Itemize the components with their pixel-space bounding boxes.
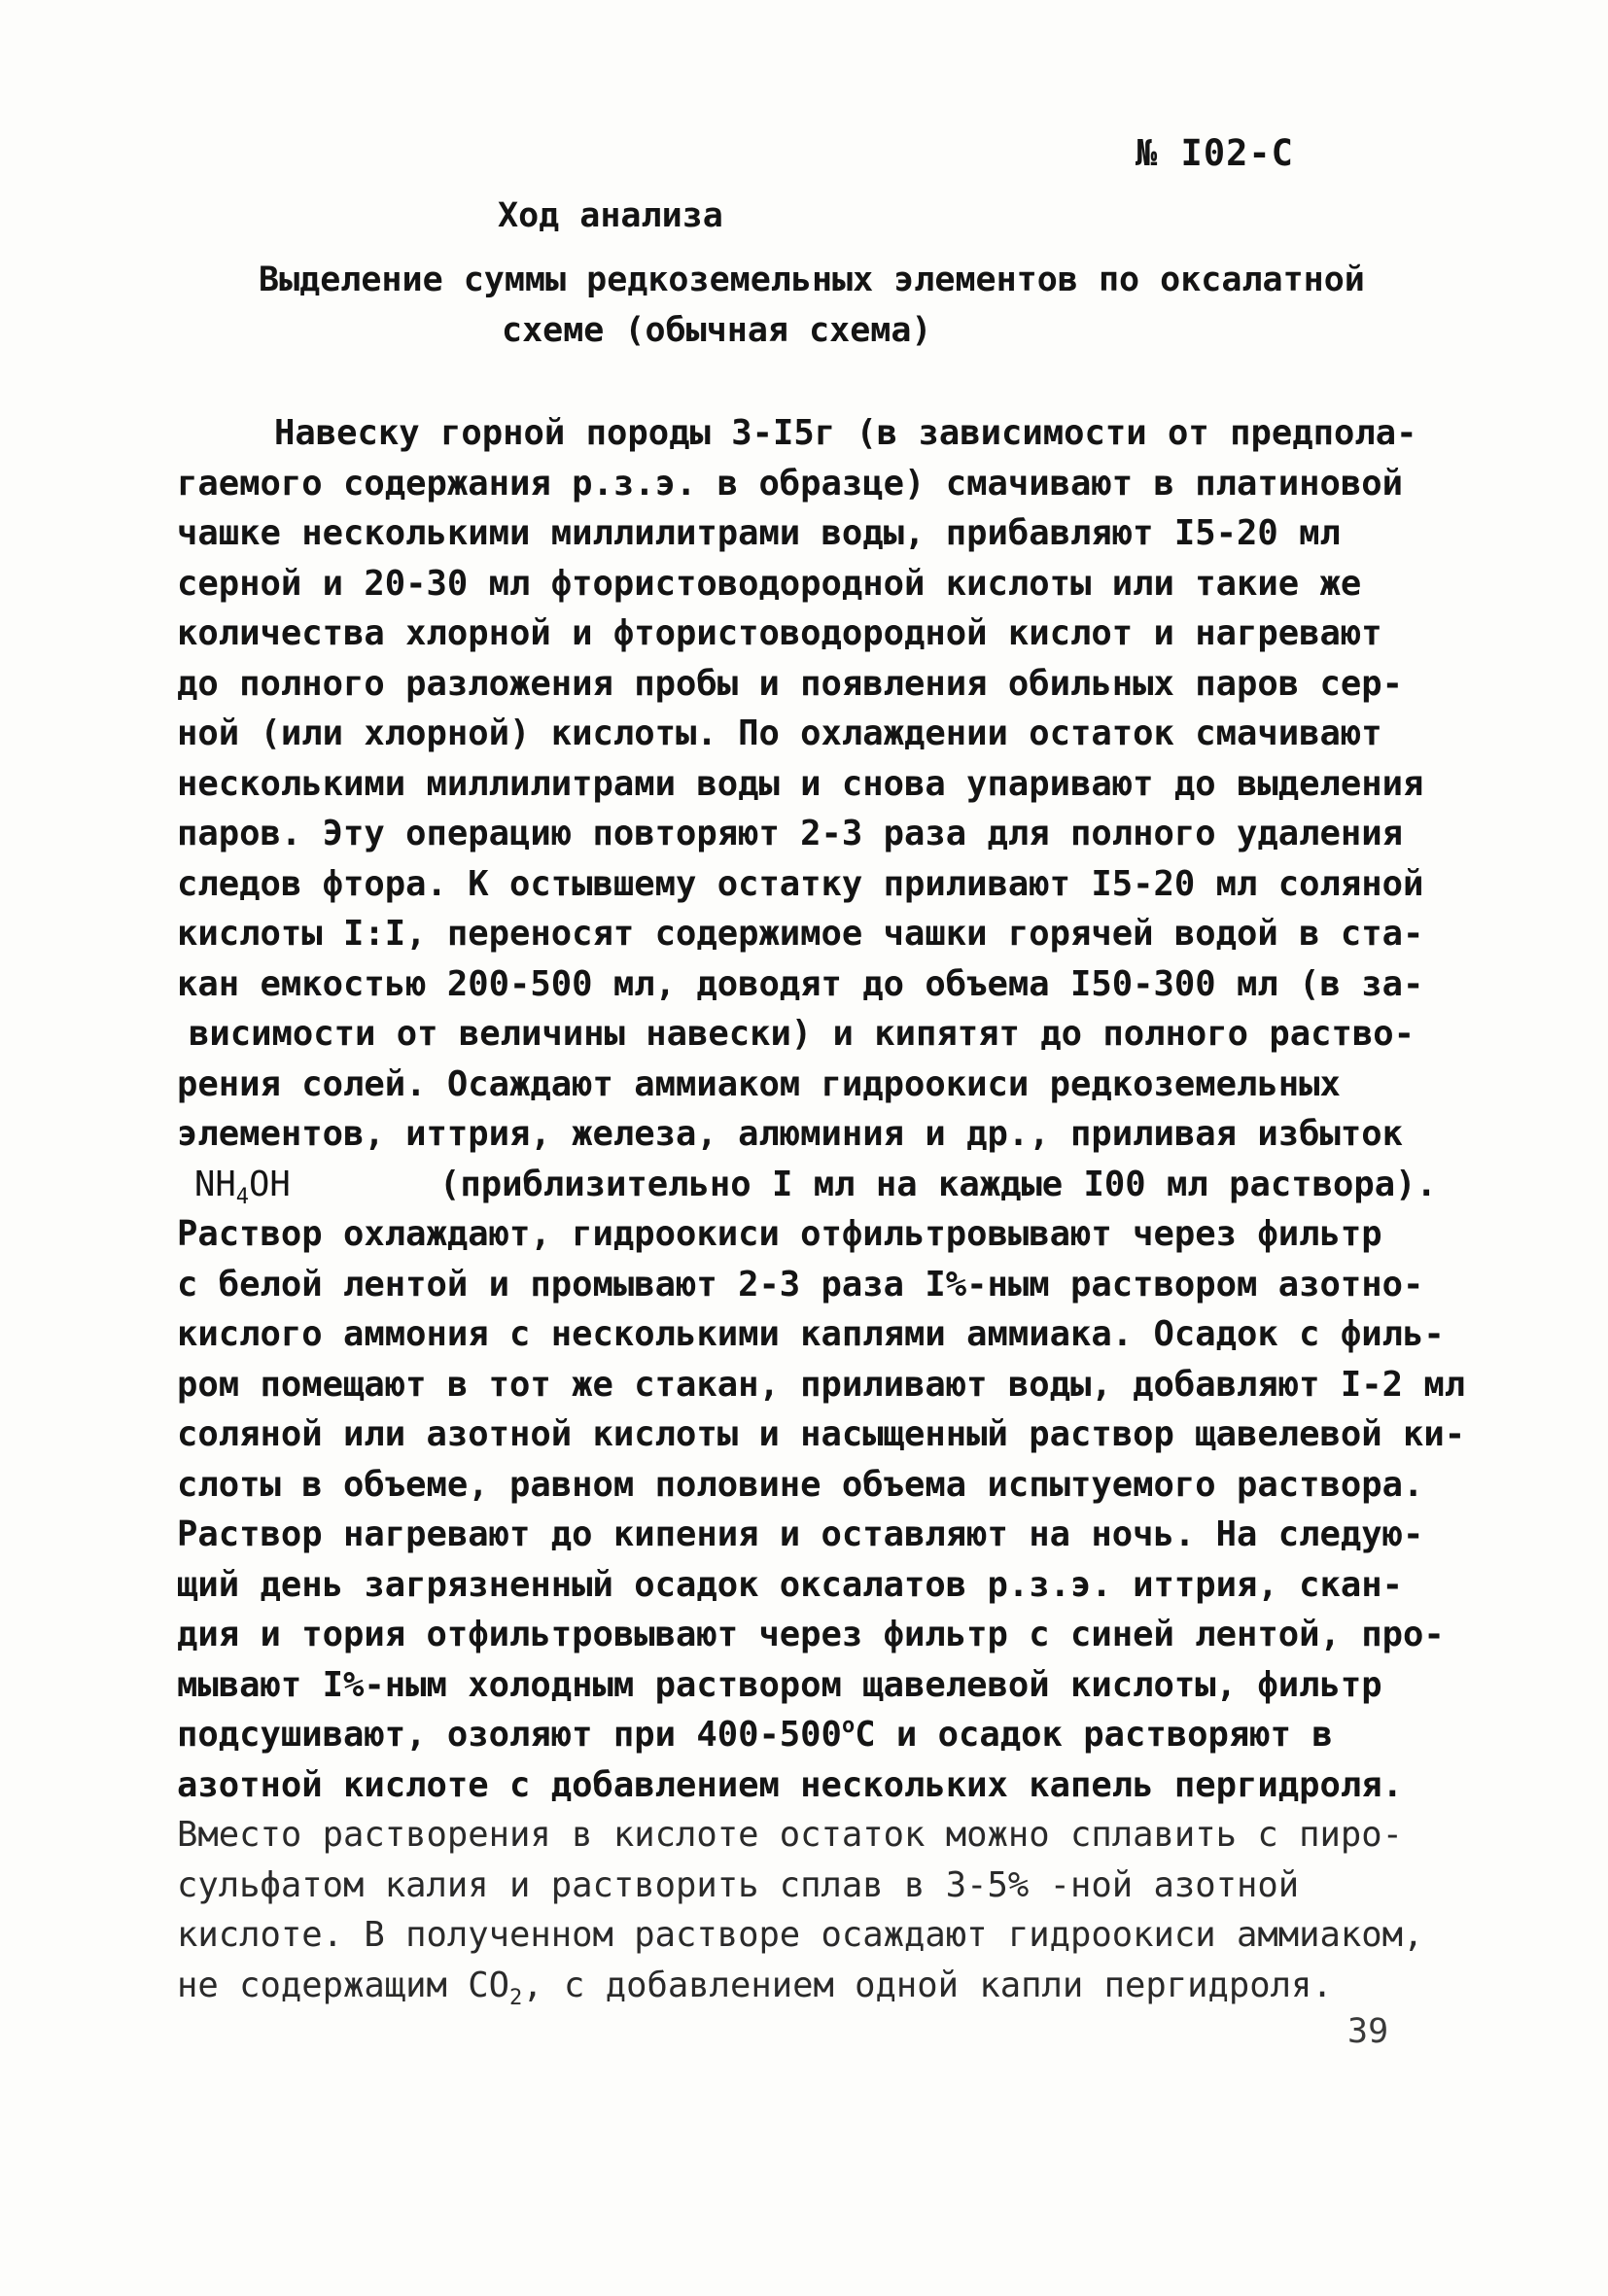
text-line: сульфатом калия и растворить сплав в 3-5% -ной азотной [177,1864,1300,1905]
text-line: до полного разложения пробы и появления обильных паров сер- [177,663,1403,704]
text-line: мывают I%-ным холодным раствором щавелевой кислоты, фильтр [177,1664,1382,1705]
text-line: кислоте. В полученном растворе осаждают гидроокиси аммиаком, [177,1915,1424,1955]
text-line: Раствор охлаждают, гидроокиси отфильтровывают через фильтр [177,1214,1382,1254]
text-line: элементов, иттрия, железа, алюминия и др., приливая избыток [177,1114,1403,1154]
text-line: с белой лентой и промывают 2-3 раза I%-ным раствором азотно- [177,1264,1424,1305]
section-subtitle [259,255,1386,356]
text-line: следов фтора. К остывшему остатку приливают I5-20 мл соляной [177,863,1424,904]
text-line: кислоты I:I, переносят содержимое чашки горячей водой в ста- [177,914,1424,954]
page-number: 39 [1347,2012,1389,2051]
subtitle-line-1: Выделение суммы редкоземельных элементов по оксалатной [259,261,1365,299]
text-line: Раствор нагревают до кипения и оставляют на ночь. На следую- [177,1514,1424,1554]
text-line: ром помещают в тот же стакан, приливают воды, добавляют I-2 мл [177,1364,1466,1405]
text-line: чашке несколькими миллилитрами воды, прибавляют I5-20 мл [177,513,1341,553]
text-line: щий день загрязненный осадок оксалатов р.з.э. иттрия, скан- [177,1564,1403,1605]
text-line: гаемого содержания р.з.э. в образце) смачивают в платиновой [177,463,1403,504]
text-line: кислого аммония с несколькими каплями аммиака. Осадок с филь- [177,1314,1445,1354]
body-paragraph [177,408,1466,2010]
ammonium-hydroxide-formula: $NH_4OH$ [194,1164,291,1209]
text-line: висимости от величины навески) и кипятят до полного раство- [189,1014,1415,1054]
text-line-temperature: подсушивают, озоляют при $400-500^оС$ и осадок растворяют в [177,1714,1333,1755]
text-line: рения солей. Осаждают аммиаком гидроокиси редкоземельных [177,1063,1341,1104]
text-line: азотной кислоте с добавлением нескольких капель пергидроля. [177,1764,1403,1805]
text-line: кан емкостью 200-500 мл, доводят до объема I50-300 мл (в за- [177,963,1424,1004]
text-line: соляной или азотной кислоты и насыщенный раствор щавелевой ки- [177,1414,1466,1454]
text-line: ной (или хлорной) кислоты. По охлаждении остаток смачивают [177,713,1382,753]
text-line: несколькими миллилитрами воды и снова упаривают до выделения [177,763,1424,804]
document-number: № I02-С [1136,132,1294,174]
subtitle-line-2: схеме (обычная схема) [502,311,932,350]
text-line: слоты в объеме, равном половине объема испытуемого раствора. [177,1464,1424,1505]
text-line-formula: $NH_4OH$ (приблизительно I мл на каждые I00 мл раствора). [177,1160,1402,1210]
text-line: паров. Эту операцию повторяют 2-3 раза для полного удаления [177,814,1403,853]
text-line: Вместо растворения в кислоте остаток можно сплавить с пиро- [177,1815,1403,1855]
section-title: Ход анализа [498,196,723,235]
text-line: дия и тория отфильтровывают через фильтр с синей лентой, про- [177,1615,1445,1654]
text-line: серной и 20-30 мл фтористоводородной кислоты или такие же [177,563,1362,604]
text-line-co2: не содержащим $CO_2$, с добавлением одной капли пергидроля. [177,1965,1333,2010]
text-line: количества хлорной и фтористоводородной кислот и нагревают [177,613,1382,653]
text-line: Навеску горной породы 3-I5г (в зависимости от предпола- [274,413,1417,453]
